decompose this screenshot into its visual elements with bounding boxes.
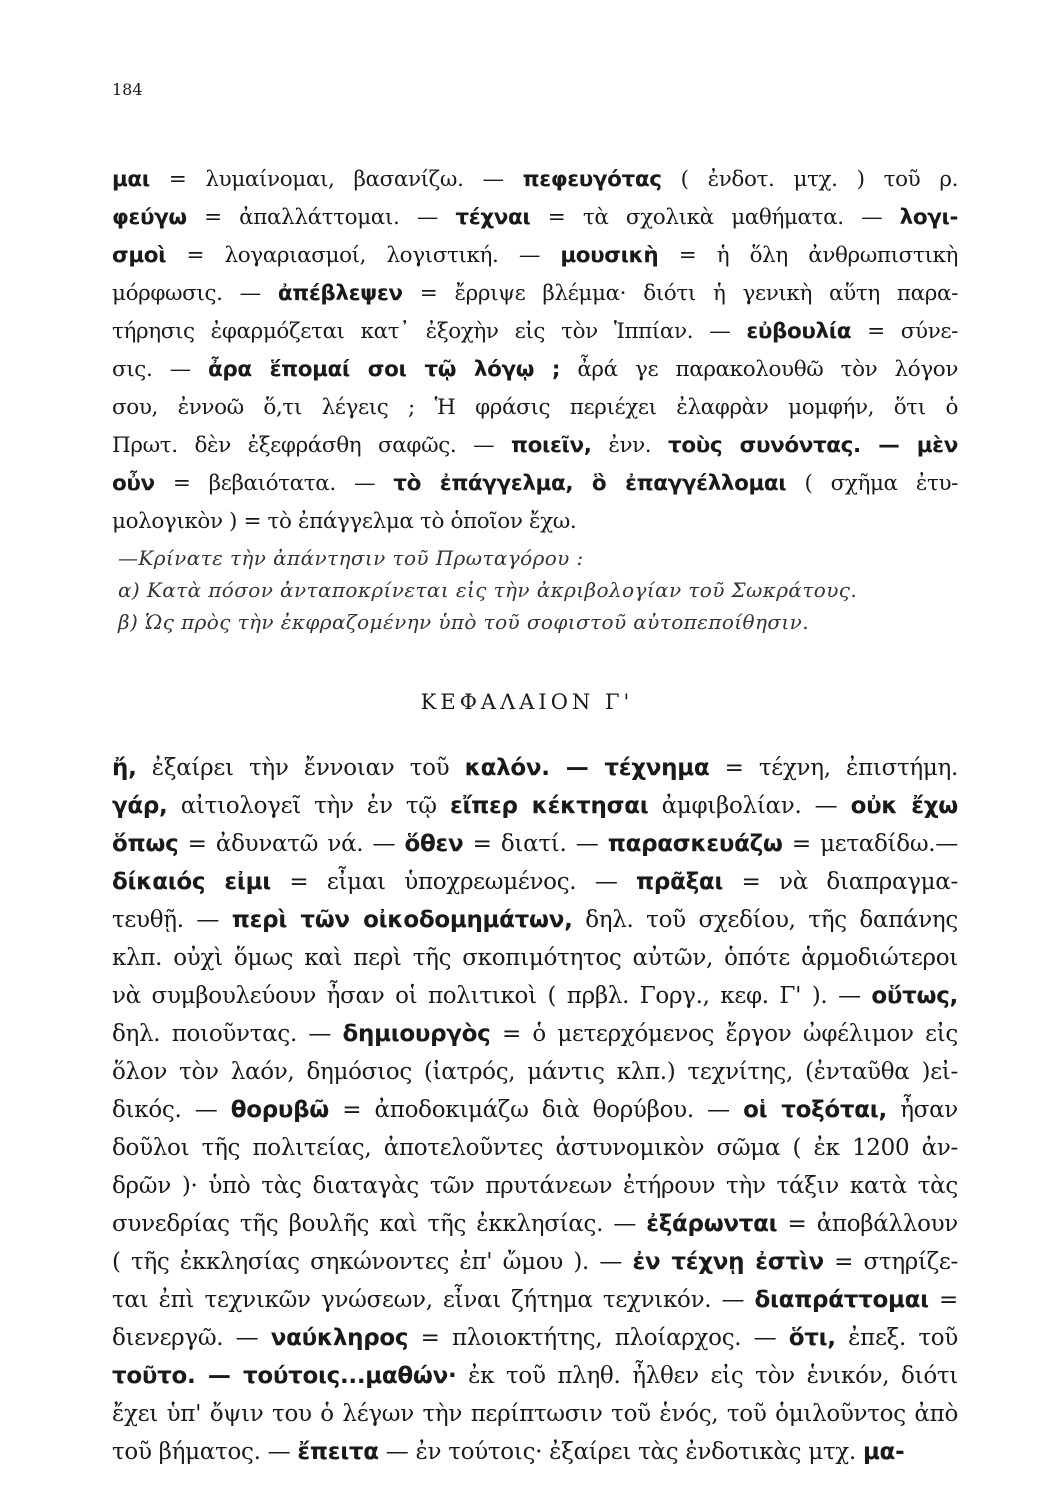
text-line — [112, 1129, 958, 1167]
gloss-text: δηλ. τοῦ σχεδίου, τῆς δαπάνης — [572, 907, 958, 933]
lemma-term: λογι- — [899, 205, 958, 230]
gloss-text: = διατί. — — [463, 831, 608, 857]
gloss-text: = ἀποβάλλουν — [777, 1211, 958, 1237]
lemma-term: οὖν — [112, 471, 155, 496]
gloss-text: ὅλον τὸν λαόν, δημόσιος (ἰατρός, μάντις κλπ.) τεχνίτης, (ἐνταῦθα )εἰ- — [112, 1059, 958, 1085]
lemma-term: τέχναι — [455, 205, 531, 230]
text-line — [112, 1205, 958, 1243]
lemma-term: ἆρα ἕπομαί σοι τῷ λόγῳ ; — [207, 357, 561, 382]
text-line — [112, 787, 958, 825]
question-intro: —Κρίνατε τὴν ἀπάντησιν τοῦ Πρωταγόρου : — [118, 546, 584, 570]
text-line — [112, 1015, 958, 1053]
lemma-term: ἔπειτα — [297, 1439, 379, 1465]
text-line — [112, 275, 958, 313]
text-line — [112, 1243, 958, 1281]
gloss-text: δρῶν )· ὑπὸ τὰς διαταγὰς τῶν πρυτάνεων ἐτήρουν τὴν τάξιν κατὰ τὰς — [112, 1173, 958, 1199]
gloss-text: ( σχῆμα ἐτυ- — [786, 471, 958, 496]
gloss-text: = πλοιοκτήτης, πλοίαρχος. — — [408, 1325, 789, 1351]
text-line — [112, 863, 958, 901]
lemma-term: μουσικὴ — [560, 243, 659, 268]
text-line — [112, 825, 958, 863]
lemma-term: δημιουργὸς — [342, 1021, 491, 1047]
text-line — [112, 237, 958, 275]
gloss-text: αἰτιολογεῖ τὴν ἐν τῷ — [167, 793, 450, 819]
gloss-text: ται ἐπὶ τεχνικῶν γνώσεων, εἶναι ζήτημα τεχνικόν. — — [112, 1287, 755, 1313]
lemma-term: ὅθεν — [404, 831, 464, 857]
gloss-text: = σύνε- — [851, 319, 958, 344]
text-line — [112, 1395, 958, 1433]
gloss-text: μολογικὸν ) = τὸ ἐπάγγελμα τὸ ὁποῖον ἔχω. — [112, 509, 577, 534]
lemma-term: θορυβῶ — [230, 1097, 330, 1123]
gloss-text: ἐκ τοῦ πληθ. ἦλθεν εἰς τὸν ἑνικόν, διότι — [456, 1363, 958, 1389]
gloss-text: = ἀδυνατῶ νά. — — [178, 831, 405, 857]
chapter-title: ΚΕΦΑΛΑΙΟΝ Γ' — [420, 690, 634, 714]
gloss-text: ἆρά γε παρακολουθῶ τὸν λόγον — [560, 357, 958, 382]
page-number: 184 — [112, 80, 143, 99]
lemma-term: ποιεῖν, — [511, 433, 592, 458]
lemma-term: μαι — [112, 167, 150, 192]
gloss-text: = ἀπαλλάττομαι. — — [186, 205, 456, 230]
lemma-term: μα- — [862, 1439, 905, 1465]
lemma-term: πρᾶξαι — [636, 869, 724, 895]
gloss-text: σις. — — [112, 357, 208, 382]
lemma-term: διαπράττομαι — [754, 1287, 929, 1313]
lemma-term: ἀπέβλεψεν — [277, 281, 403, 306]
gloss-text: ἦσαν — [886, 1097, 958, 1123]
gloss-text: = βεβαιότατα. — — [154, 471, 394, 496]
text-line — [112, 427, 958, 465]
gloss-text: = λογαριασμοί, λογιστική. — — [166, 243, 561, 268]
text-line — [112, 1319, 958, 1357]
lemma-term: τοῦτο. — τούτοις...μαθών· — [112, 1363, 457, 1389]
lemma-term: ναύκληρος — [270, 1325, 409, 1351]
text-line — [112, 939, 958, 977]
gloss-text: δικός. — — [112, 1097, 231, 1123]
text-line — [112, 199, 958, 237]
text-line — [112, 977, 958, 1015]
gloss-text: συνεδρίας τῆς βουλῆς καὶ τῆς ἐκκλησίας. — — [112, 1211, 647, 1237]
gloss-text: δηλ. ποιοῦντας. — — [112, 1021, 343, 1047]
gloss-text: = τέχνη, ἐπιστήμη. — [709, 755, 958, 781]
lemma-term: γάρ, — [112, 793, 168, 819]
gloss-text: = εἶμαι ὑποχρεωμένος. — — [270, 869, 637, 895]
text-line — [112, 313, 958, 351]
gloss-text: ( τῆς ἐκκλησίας σηκώνοντες ἐπ' ὤμου ). — — [112, 1249, 633, 1275]
text-line — [112, 1433, 958, 1471]
gloss-text: = — [928, 1287, 958, 1313]
gloss-text: ἀμφιβολίαν. — — [648, 793, 851, 819]
text-line — [112, 749, 958, 787]
lemma-term: ἐν τέχνῃ ἐστὶν — [632, 1249, 824, 1275]
text-line — [112, 1357, 958, 1395]
gloss-text: μόρφωσις. — — [112, 281, 278, 306]
lemma-term: εἴπερ κέκτησαι — [449, 793, 649, 819]
lemma-term: φεύγω — [112, 205, 187, 230]
text-line — [112, 161, 958, 199]
gloss-text: Πρωτ. δὲν ἐξεφράσθη σαφῶς. — — [112, 433, 511, 458]
commentary-section-1 — [112, 161, 958, 541]
gloss-text: — ἐν τούτοις· ἐξαίρει τὰς ἐνδοτικὰς μτχ. — [378, 1439, 863, 1465]
gloss-text: = ἡ ὅλη ἀνθρωπιστικὴ — [658, 243, 958, 268]
text-line — [112, 1091, 958, 1129]
lemma-term: οὐκ ἔχω — [850, 793, 958, 819]
lemma-term: ἐξάρωνται — [646, 1211, 778, 1237]
gloss-text: = λυμαίνομαι, βασανίζω. — — [149, 167, 523, 192]
gloss-text: ἐπεξ. τοῦ — [835, 1325, 958, 1351]
lemma-term: οὕτως, — [871, 983, 958, 1009]
lemma-term: δίκαιός εἰμι — [112, 869, 271, 895]
lemma-term: εὐβουλία — [746, 319, 852, 344]
gloss-text: = νὰ διαπραγμα- — [723, 869, 958, 895]
gloss-text: κλπ. οὐχὶ ὅμως καὶ περὶ τῆς σκοπιμότητος αὐτῶν, ὁπότε ἁρμοδιώτεροι — [112, 945, 958, 971]
lemma-term: περὶ τῶν οἰκοδομημάτων, — [231, 907, 573, 933]
lemma-term: παρασκευάζω — [607, 831, 783, 857]
text-line — [112, 389, 958, 427]
question-a: α) Κατὰ πόσον ἀνταποκρίνεται εἰς τὴν ἀκριβολογίαν τοῦ Σωκράτους. — [118, 578, 858, 602]
lemma-term: ὅπως — [112, 831, 179, 857]
gloss-text: = ἔρριψε βλέμμα· διότι ἡ γενικὴ αὕτη παρα- — [402, 281, 958, 306]
question-b: β) Ὡς πρὸς τὴν ἐκφραζομένην ὑπὸ τοῦ σοφιστοῦ αὐτοπεποίθησιν. — [118, 610, 809, 634]
gloss-text: τοῦ βήματος. — — [112, 1439, 298, 1465]
gloss-text: ἐνν. — [591, 433, 669, 458]
lemma-term: πεφευγότας — [522, 167, 662, 192]
lemma-term: τοὺς συνόντας. — μὲν — [668, 433, 958, 458]
text-line — [112, 1281, 958, 1319]
lemma-term: ἤ, — [112, 755, 137, 781]
text-line — [112, 351, 958, 389]
gloss-text: ἔχει ὑπ' ὄψιν του ὁ λέγων τὴν περίπτωσιν τοῦ ἑνός, τοῦ ὁμιλοῦντος ἀπὸ — [112, 1401, 958, 1427]
gloss-text: ἐξαίρει τὴν ἔννοιαν τοῦ — [136, 755, 465, 781]
lemma-term: τὸ ἐπάγγελμα, ὃ ἐπαγγέλλομαι — [393, 471, 787, 496]
lemma-term: ὅτι, — [788, 1325, 836, 1351]
gloss-text: = στηρίζε- — [823, 1249, 958, 1275]
lemma-term: σμοὶ — [112, 243, 167, 268]
lemma-term: καλόν. — τέχνημα — [464, 755, 710, 781]
gloss-text: = ὁ μετερχόμενος ἔργον ὠφέλιμον εἰς — [490, 1021, 958, 1047]
text-line — [112, 503, 958, 541]
lemma-term: οἱ τοξόται, — [743, 1097, 887, 1123]
gloss-text: ( ἐνδοτ. μτχ. ) τοῦ ρ. — [661, 167, 958, 192]
gloss-text: δοῦλοι τῆς πολιτείας, ἀποτελοῦντες ἀστυνομικὸν σῶμα ( ἐκ 1200 ἀν- — [112, 1135, 958, 1161]
text-line — [112, 901, 958, 939]
gloss-text: = τὰ σχολικὰ μαθήματα. — — [530, 205, 900, 230]
text-line — [112, 465, 958, 503]
text-line — [112, 1167, 958, 1205]
gloss-text: διενεργῶ. — — [112, 1325, 271, 1351]
questions — [118, 542, 958, 638]
text-line — [112, 1053, 958, 1091]
gloss-text: τήρησις ἐφαρμόζεται κατ᾽ ἐξοχὴν εἰς τὸν Ἱππίαν. — — [112, 319, 747, 344]
gloss-text: = ἀποδοκιμάζω διὰ θορύβου. — — [329, 1097, 744, 1123]
gloss-text: σου, ἐννοῶ ὅ,τι λέγεις ; Ἡ φράσις περιέχει ἐλαφρὰν μομφήν, ὅτι ὁ — [112, 395, 958, 420]
gloss-text: = μεταδίδω.— — [782, 831, 958, 857]
commentary-section-3 — [112, 749, 958, 1471]
gloss-text: νὰ συμβουλεύουν ἦσαν οἱ πολιτικοὶ ( πρβλ. Γοργ., κεφ. Γ' ). — — [112, 983, 872, 1009]
gloss-text: τευθῇ. — — [112, 907, 232, 933]
